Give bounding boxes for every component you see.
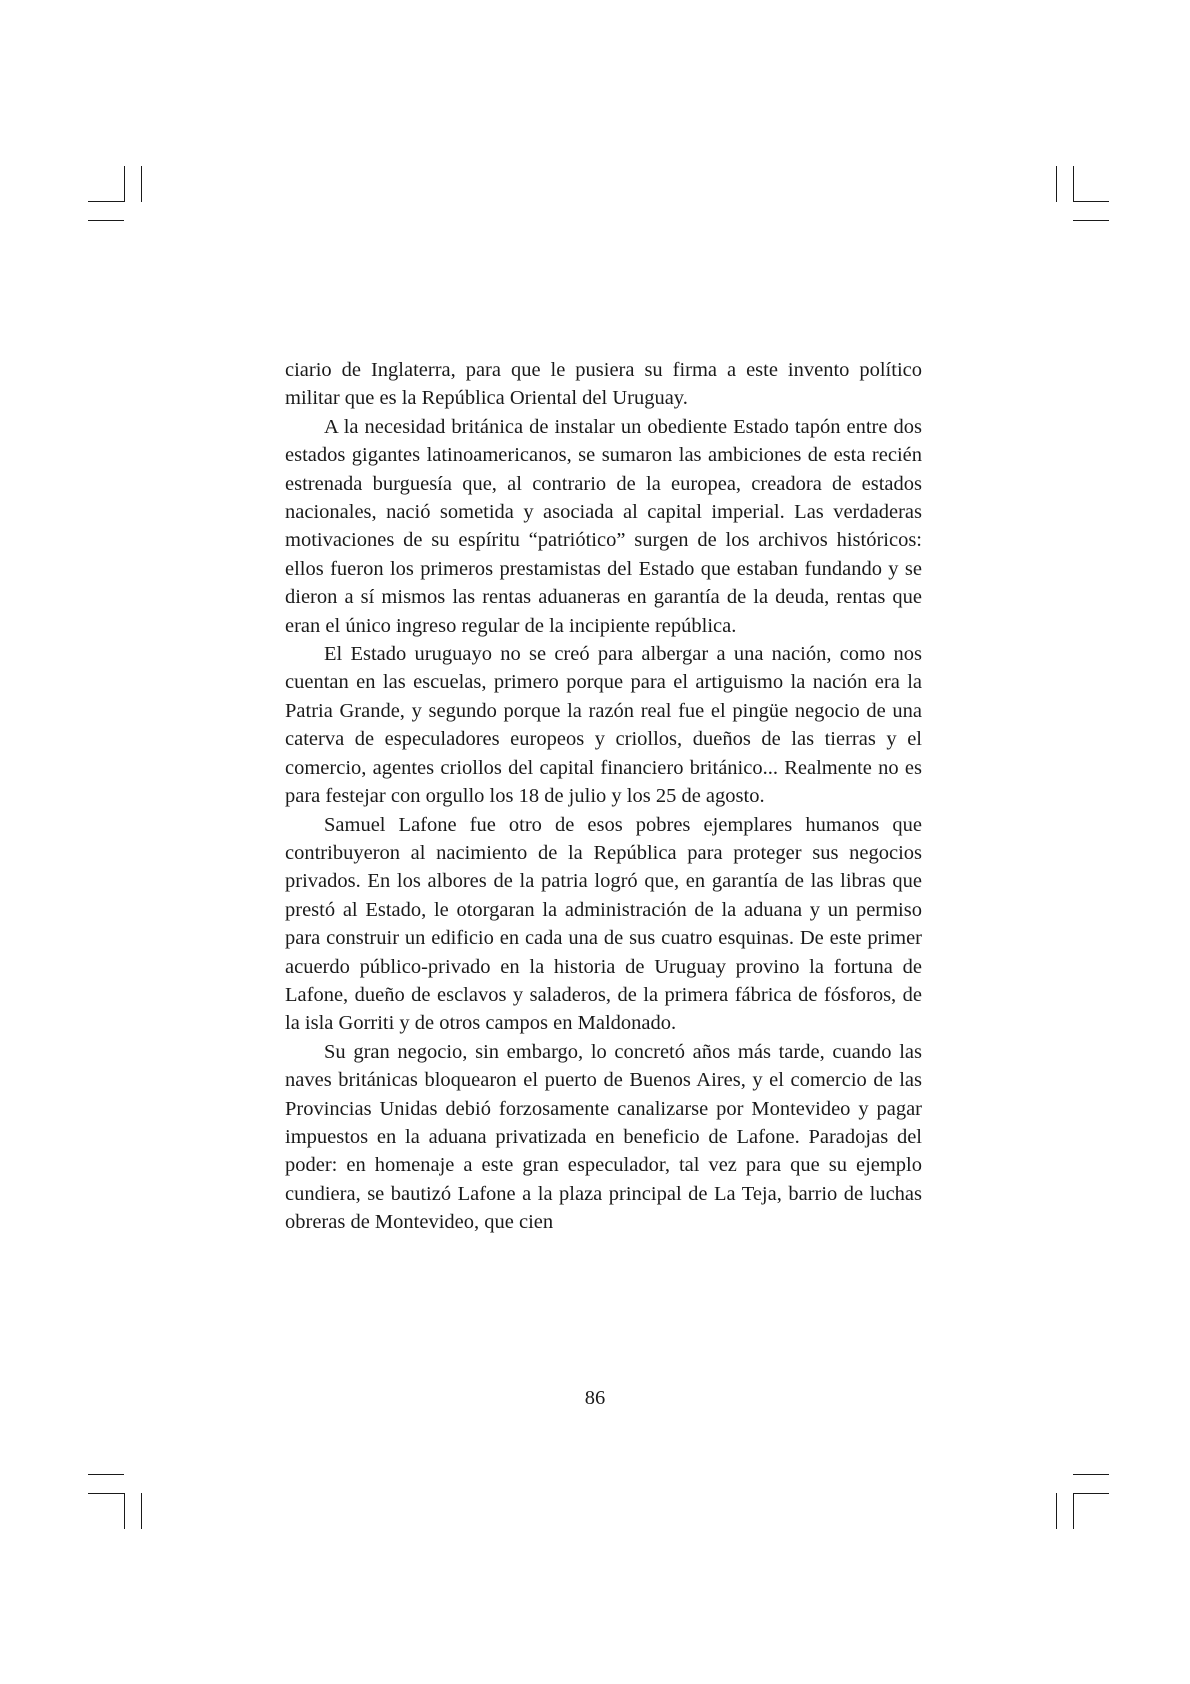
crop-mark-bottom-left-v-outer (141, 1493, 142, 1529)
crop-mark-top-left-h-lower (88, 220, 124, 221)
paragraph-4: Samuel Lafone fue otro de esos pobres ejemplares humanos que contribuyeron al nacimiento de la República para proteger sus negocios privados. En los albores de la patria logró que, en garantía de las libras que prestó al Estado, le otorgaran la administración de la aduana y un permiso para construir un edificio en cada una de sus cuatro esquinas. De este primer acuerdo público-privado en la historia de Uruguay provino la fortuna de Lafone, dueño de esclavos y saladeros, de la primera fábrica de fósforos, de la isla Gorriti y de otros campos en Maldonado. (285, 813, 922, 1035)
crop-mark-bottom-left-h-upper (88, 1474, 124, 1475)
crop-mark-top-left-h-upper (88, 201, 124, 202)
crop-mark-bottom-left-h-lower (88, 1493, 124, 1494)
crop-mark-top-right-v-inner (1073, 166, 1074, 202)
paragraph-1: ciario de Inglaterra, para que le pusiera su firma a este invento político militar que es la República Oriental del Uruguay. (285, 359, 922, 410)
body-text (285, 356, 922, 1237)
crop-mark-bottom-right-h-lower (1073, 1493, 1109, 1494)
crop-mark-top-left-v-inner (124, 166, 125, 202)
crop-mark-top-right-h-upper (1073, 201, 1109, 202)
crop-mark-bottom-left-v-inner (124, 1493, 125, 1529)
crop-mark-top-left-v-outer (141, 166, 142, 202)
paragraph-5: Su gran negocio, sin embargo, lo concretó años más tarde, cuando las naves británicas bloquearon el puerto de Buenos Aires, y el comercio de las Provincias Unidas debió forzosamente canalizarse por Montevideo y pagar impuestos en la aduana privatizada en beneficio de Lafone. Paradojas del poder: en homenaje a este gran especulador, tal vez para que su ejemplo cundiera, se bautizó Lafone a la plaza principal de La Teja, barrio de luchas obreras de Montevideo, que cien (285, 1040, 922, 1234)
crop-mark-bottom-right-v-inner (1073, 1493, 1074, 1529)
crop-mark-bottom-right-v-outer (1056, 1493, 1057, 1529)
paragraph-2: A la necesidad británica de instalar un obediente Estado tapón entre dos estados gigantes latinoamericanos, se sumaron las ambiciones de esta recién estrenada burguesía que, al contrario de la europea, creadora de estados nacionales, nació sometida y asociada al capital imperial. Las verdaderas motivaciones de su espíritu “patriótico” surgen de los archivos históricos: ellos fueron los primeros prestamistas del Estado que estaban fundando y se dieron a sí mismos las rentas aduaneras en garantía de la deuda, rentas que eran el único ingreso regular de la incipiente república. (285, 415, 922, 637)
crop-mark-top-right-h-lower (1073, 220, 1109, 221)
paragraph-3: El Estado uruguayo no se creó para albergar a una nación, como nos cuentan en las escuelas, primero porque para el artiguismo la nación era la Patria Grande, y segundo porque la razón real fue el pingüe negocio de una caterva de especuladores europeos y criollos, dueños de las tierras y el comercio, agentes criollos del capital financiero británico... Realmente no es para festejar con orgullo los 18 de julio y los 25 de agosto. (285, 643, 922, 808)
crop-mark-bottom-right-h-upper (1073, 1474, 1109, 1475)
crop-mark-top-right-v-outer (1056, 166, 1057, 202)
page-number: 86 (584, 1387, 606, 1409)
